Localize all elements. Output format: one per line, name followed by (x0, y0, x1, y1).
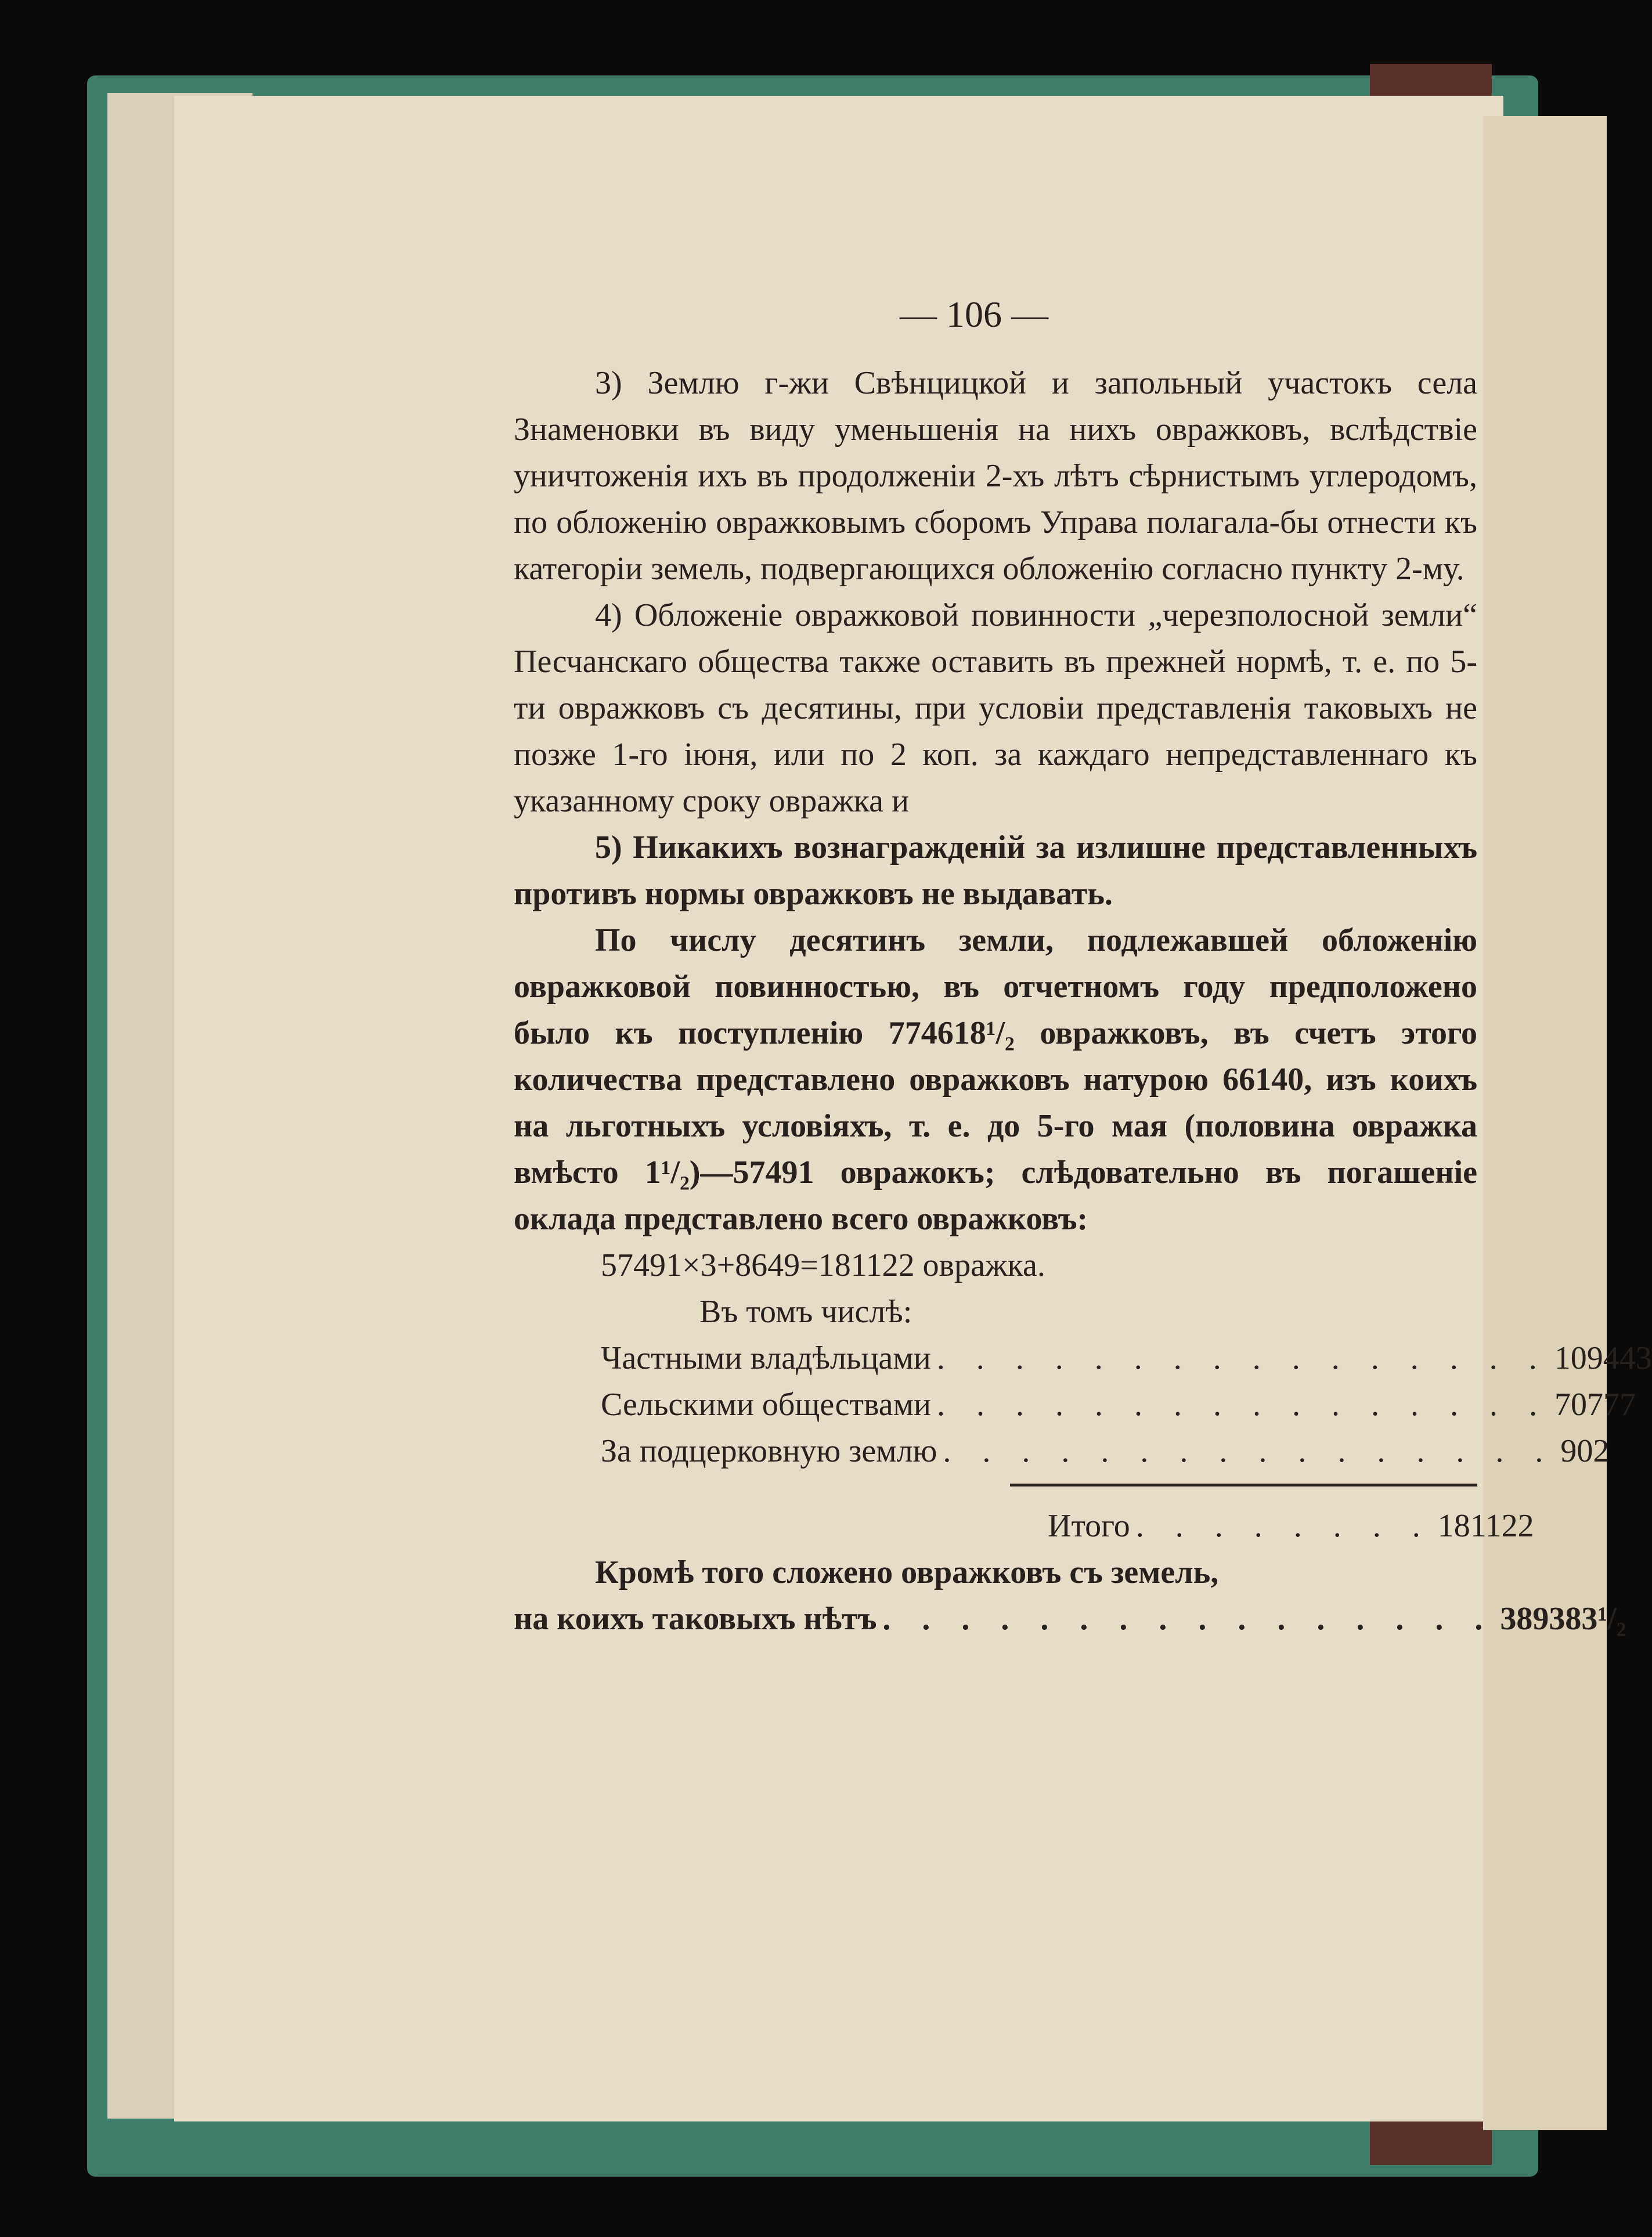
table-row (514, 1381, 1636, 1428)
extra-row (514, 1596, 1626, 1642)
row-label: За подцерковную землю (601, 1433, 937, 1469)
leader-dots: . . . . . . . . (1135, 1508, 1432, 1544)
table-row (514, 1428, 1610, 1474)
page-number: — 106 — (900, 294, 1048, 335)
extra-line: Кромѣ того сложено овражковъ съ земель, (595, 1554, 1219, 1590)
formula-line: 57491×3+8649=181122 овражка. (601, 1247, 1045, 1283)
paragraph-3: 3) Землю г-жи Свѣнцицкой и запольный участокъ села Знаменовки въ виду уменьшенія на нихъ овражковъ, вслѣдствіе уничтоженія ихъ въ продолженіи 2-хъ лѣтъ сѣрнистымъ углеродомъ, по обложенію овражковымъ сборомъ Управа полагала-бы отнести къ категоріи земель, подвергающихся обложенію согласно пункту 2-му. (514, 365, 1477, 587)
total-label: Итого (1048, 1508, 1130, 1544)
sum-rule (1010, 1484, 1477, 1486)
leader-dots: . . . . . . . . . . . . . . . . (882, 1601, 1495, 1637)
leader-dots: . . . . . . . . . . . . . . . . (943, 1433, 1555, 1469)
table-row (514, 1335, 1652, 1381)
row-value: 902 (1560, 1433, 1610, 1469)
leader-dots: . . . . . . . . . . . . . . . . (936, 1340, 1549, 1376)
paragraph-4: 4) Обложеніе овражковой повинности „черезполосной земли“ Песчанскаго общества также оставить въ прежней нормѣ, т. е. по 5-ти овражковъ съ десятины, при условіи представленія таковыхъ не позже 1-го іюня, или по 2 коп. за каждаго непредставленнаго къ указанному сроку овражка и (514, 597, 1477, 819)
extra-value: 389383¹/₂ (1500, 1601, 1626, 1637)
row-label: Сельскими обществами (601, 1387, 931, 1423)
paragraph-summary: По числу десятинъ земли, подлежавшей обложенію овражковой повинностью, въ отчетномъ году предположено было къ поступленію 774618¹/₂ овражковъ, въ счетъ этого количества представлено овражковъ натурою 66140, изъ коихъ на льготныхъ условіяхъ, т. е. до 5-го мая (половина овражка вмѣсто 1¹/₂)—57491 овражокъ; слѣдовательно въ погашеніе оклада представлено всего овражковъ: (514, 922, 1477, 1237)
row-label: Частными владѣльцами (601, 1340, 931, 1376)
total-row (514, 1503, 1534, 1549)
subheading: Въ томъ числѣ: (699, 1294, 912, 1330)
total-value: 181122 (1437, 1508, 1534, 1544)
extra-label: на коихъ таковыхъ нѣтъ (514, 1601, 877, 1637)
paragraph-5: 5) Никакихъ вознагражденій за излишне представленныхъ противъ нормы овражковъ не выдавать. (514, 829, 1477, 912)
row-value: 70777 (1554, 1387, 1636, 1423)
row-value: 109443 (1554, 1340, 1652, 1376)
page-text (514, 360, 1652, 1642)
next-page-edge (1483, 116, 1610, 2130)
leader-dots: . . . . . . . . . . . . . . . . (936, 1387, 1549, 1423)
